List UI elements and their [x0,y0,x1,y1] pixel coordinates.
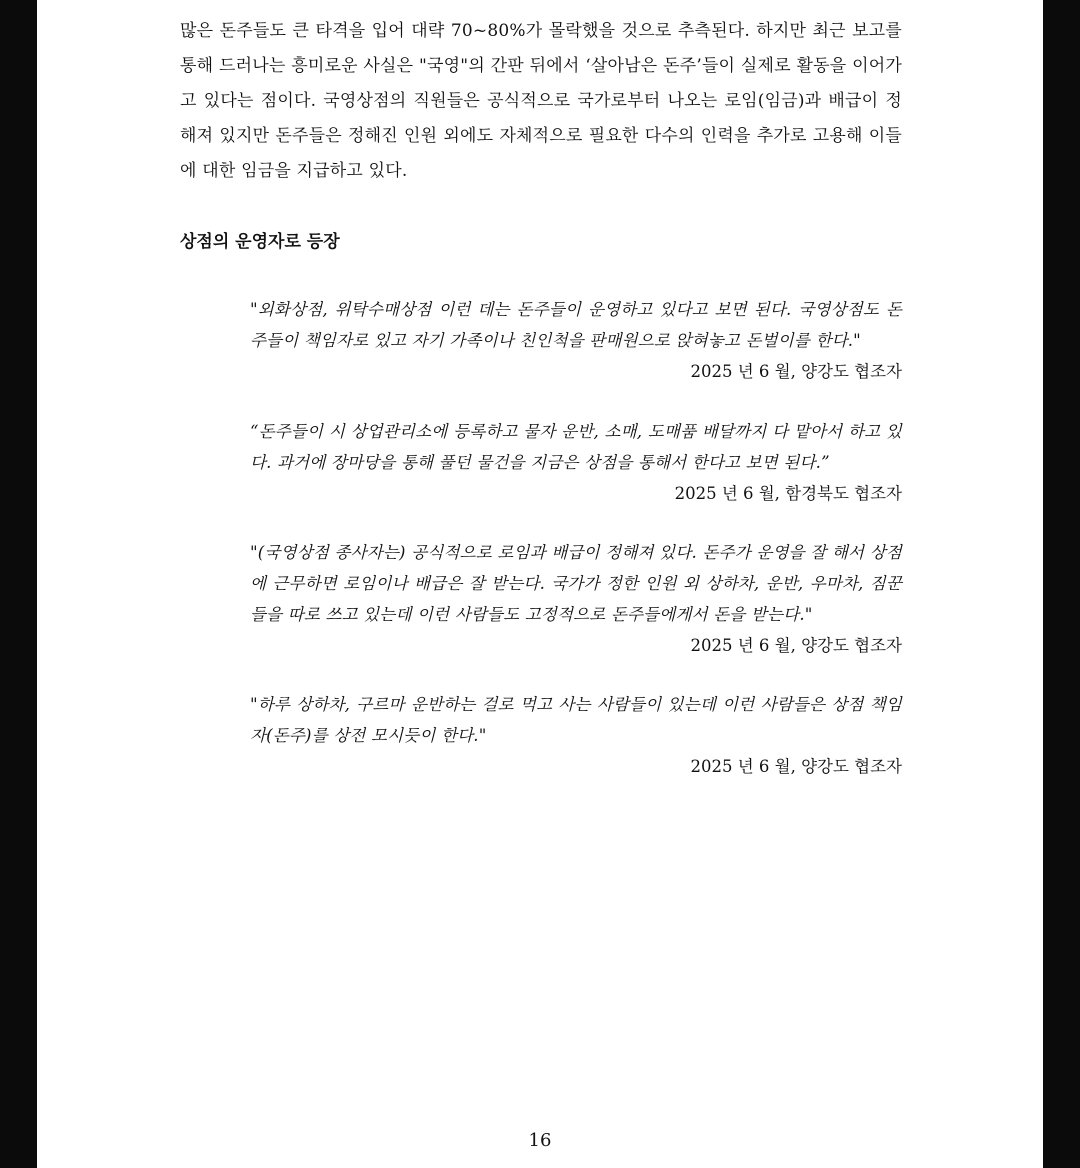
quote-source: 2025 년 6 월, 양강도 협조자 [690,636,902,655]
quote-text: "외화상점, 위탁수매상점 이런 데는 돈주들이 운영하고 있다고 보면 된다. 국영상점도 돈주들이 책임자로 있고 자기 가족이나 친인척을 판매원으로 앉혀놓고 돈벌이를 한다." [250,300,902,350]
quote-source: 2025 년 6 월, 함경북도 협조자 [674,484,902,503]
quote-block [250,416,902,509]
body-paragraph: 많은 돈주들도 큰 타격을 입어 대략 70~80%가 몰락했을 것으로 추측된다. 하지만 최근 보고를 통해 드러나는 흥미로운 사실은 "국영"의 간판 뒤에서 ‘살아남은 돈주’들이 실제로 활동을 이어가고 있다는 점이다. 국영상점의 직원들은 공식적으로 국가로부터 나오는 로임(임금)과 배급이 정해져 있지만 돈주들은 정해진 인원 외에도 자체적으로 필요한 다수의 인력을 추가로 고용해 이들에 대한 임금을 지급하고 있다. [180,21,902,181]
quote-source: 2025 년 6 월, 양강도 협조자 [690,757,902,776]
quote-block [250,537,902,661]
document-page [37,0,1043,1168]
quote-source: 2025 년 6 월, 양강도 협조자 [690,362,902,381]
quote-block [250,294,902,387]
quote-text: “돈주들이 시 상업관리소에 등록하고 물자 운반, 소매, 도매품 배달까지 다 맡아서 하고 있다. 과거에 장마당을 통해 풀던 물건을 지금은 상점을 통해서 한다고 보면 된다.” [250,422,902,472]
quote-text: "(국영상점 종사자는) 공식적으로 로임과 배급이 정해져 있다. 돈주가 운영을 잘 해서 상점에 근무하면 로임이나 배급은 잘 받는다. 국가가 정한 인원 외 상하차, 운반, 우마차, 짐꾼들을 따로 쓰고 있는데 이런 사람들도 고정적으로 돈주들에게서 돈을 받는다." [250,543,902,624]
page-number: 16 [528,1130,552,1151]
section-heading: 상점의 운영자로 등장 [180,232,340,252]
quote-block [250,689,902,782]
quote-text: "하루 상하차, 구르마 운반하는 걸로 먹고 사는 사람들이 있는데 이런 사람들은 상점 책임자(돈주)를 상전 모시듯이 한다." [250,695,902,745]
